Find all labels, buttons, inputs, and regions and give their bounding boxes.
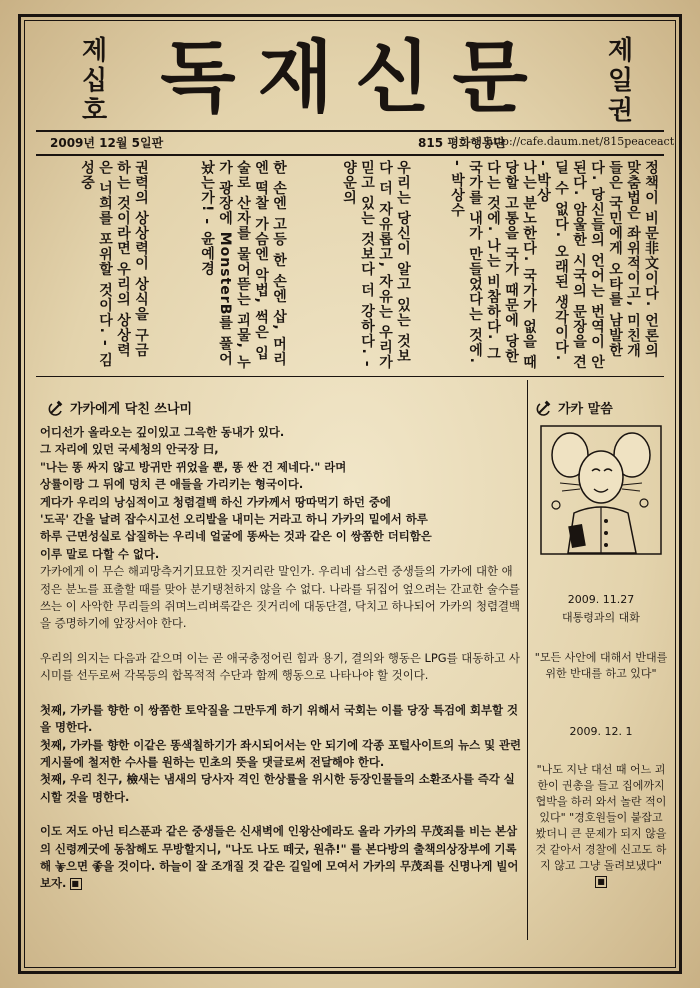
rule-quotes [36, 376, 664, 377]
article-paragraph: 가카에게 이 무슨 해괴망측거기묘묘한 짓거리란 말인가. 우리네 삽스런 중생들의 가카에 대한 애정은 분노를 표출할 때를 맞아 분기탱천하지 않을 수 없다. 나라를 뒤집어 엎으려는 간교한 술수를 쓰는 이 사악한 무리들의 쥐며느리벼룩같은 짓거리에 대동단결, 닥치고 하나되어 가카의 청렴결백을 증명하기에 앞장서야 한다. [40, 564, 520, 631]
publication-date: 2009년 12월 5일판 [50, 136, 164, 150]
quote-column: 우리는 당신이 알고 있는 것보다 더 자유롭고, 자유는 우리가 믿고 있는 것보다 더 강하다. - 양운의 [341, 160, 411, 370]
sidebar-date: 2009. 11.27 [567, 593, 635, 606]
hammer-sickle-icon [48, 400, 64, 416]
vertical-quotes [50, 160, 660, 372]
article-heading [48, 398, 192, 417]
sidebar-source: 대통령과의 대화 [562, 611, 640, 624]
article-paragraph: 어디선가 올라오는 깊이있고 그윽한 동내가 있다. 그 자리에 있던 국세청의 안국장 曰, "나는 똥 싸지 않고 방귀만 뀌었을 뿐, 똥 싼 건 제네다." 라며 상률이랑 그 뒤에 덩치 큰 애들을 가리키는 형국이다. 게다가 우리의 낭심적이고 청렴결백 하신 가카께서 땅따먹기 하던 중에 '도곡' 간을 날려 잡수시고선 오리발을 내미는 거라고 하니 가카의 밑에서 하루 하루 근면성실로 삽질하는 우리네 얼굴에 똥싸는 것과 같은 이 쌍쫌한 더티함은 이루 말로 다할 수 없다. [40, 425, 432, 561]
quote-column: 권력의 상상력이 상식을 구금하는 것이라면 우리의 상상력은 너희를 포위할 것이다. - 김성중 [79, 160, 149, 368]
sidebar-date: 2009. 12. 1 [569, 725, 633, 738]
article-closing: 이도 저도 아닌 티스푼과 같은 중생들은 신새벽에 인왕산에라도 올라 가카의 무茂죄를 비는 본삼의 신령께굿에 동참해도 무방할지니, "나도 나도 떼굿, 원츄!" 를 본다방의 출책의상장부에 기록해 놓으면 좋을 것이다. 하늘이 잘 조개질 것 같은 길일에 모여서 가카의 무茂죄를 신명나게 빌어보자. ■ [40, 824, 519, 891]
rule-top [36, 130, 664, 132]
rat-general-caricature [540, 425, 662, 555]
sidebar-heading [536, 398, 613, 417]
issue-number: 제십호 [77, 36, 107, 126]
demand-item: 첫째, 우리 친구, 檢새는 냄새의 당사자 격인 한상률을 위시한 등장인물들의 소환조사를 즉각 실시할 것을 명한다. [40, 772, 515, 804]
quote-column: 나는 분노한다. 국가가 없을 때 당할 고통을 국가 때문에 당한다는 것에. 나는 비참하다. 그 국가를 내가 만들었다는 것에. - 박상수 [449, 160, 537, 370]
article-body [40, 424, 522, 910]
end-mark-icon: ■ [595, 876, 607, 888]
rule-dateline [36, 154, 664, 156]
end-mark-icon: ■ [70, 878, 82, 890]
hammer-sickle-icon [536, 400, 552, 416]
column-divider [527, 380, 528, 940]
volume-number: 제일권 [603, 36, 633, 126]
quote-column: 한 손엔 고등 한 손엔 삽, 머리엔 떡찰 가슴엔 악법, 썩은 입술로 산자를 물어뜯는 괴물, 누가 광장에 MonsterB를 풀어놨는가! - 윤예경 [199, 160, 287, 370]
demand-item: 첫째, 가카를 향한 이 쌍쫌한 토악질을 그만두게 하기 위해서 국회는 이를 당장 특검에 회부할 것을 명한다. [40, 702, 518, 735]
demands-list [40, 702, 522, 806]
sidebar-quote: "나도 지난 대선 때 어느 괴한이 권총을 들고 집에까지 협박을 하러 와서 놀란 적이 있다" "경호원들이 붙잡고 봤더니 큰 문제가 되지 않을 것 같아서 경찰에 신고도 하지 않고 그냥 돌려보냈다" ■ [535, 763, 667, 886]
article-paragraph: 우리의 의지는 다음과 같으며 이는 곧 애국충정어린 힘과 용기, 결의와 행동은 LPG를 대동하고 사시미를 선두로써 각목등의 합목적적 수단과 함께 행동으로 나타나야 할 것이다. [40, 650, 520, 683]
sidebar-heading-text: 가카 말씀 [558, 402, 613, 417]
sidebar-quote: "모든 사안에 대해서 반대를 위한 반대를 하고 있다" [534, 651, 668, 680]
quote-column: 정책이 비문非文이다. 언론의 맞춤법은 좌위적이고, 미친개들은 국민에게 오타를 남발한다. 당신들의 언어는 번역이 안된다. 암울한 시국의 문장을 견딜 수 없다. 오래된 생각이다. - 박상 [535, 160, 659, 370]
article-heading-text: 가카에게 닥친 쓰나미 [70, 402, 193, 417]
masthead-title: 독재신문 [160, 32, 550, 123]
demand-item: 첫째, 가카를 향한 이같은 똥색칠하기가 좌시되어서는 안 되기에 각종 포털사이트의 뉴스 및 관련 게시물에 철저한 수사를 원하는 민초의 뜻을 댓글로써 전달해야 한다. [40, 737, 522, 769]
website-url[interactable]: http://cafe.daum.net/815peaceact [486, 135, 675, 148]
organization-name: 815 평화행동단 [418, 136, 506, 150]
